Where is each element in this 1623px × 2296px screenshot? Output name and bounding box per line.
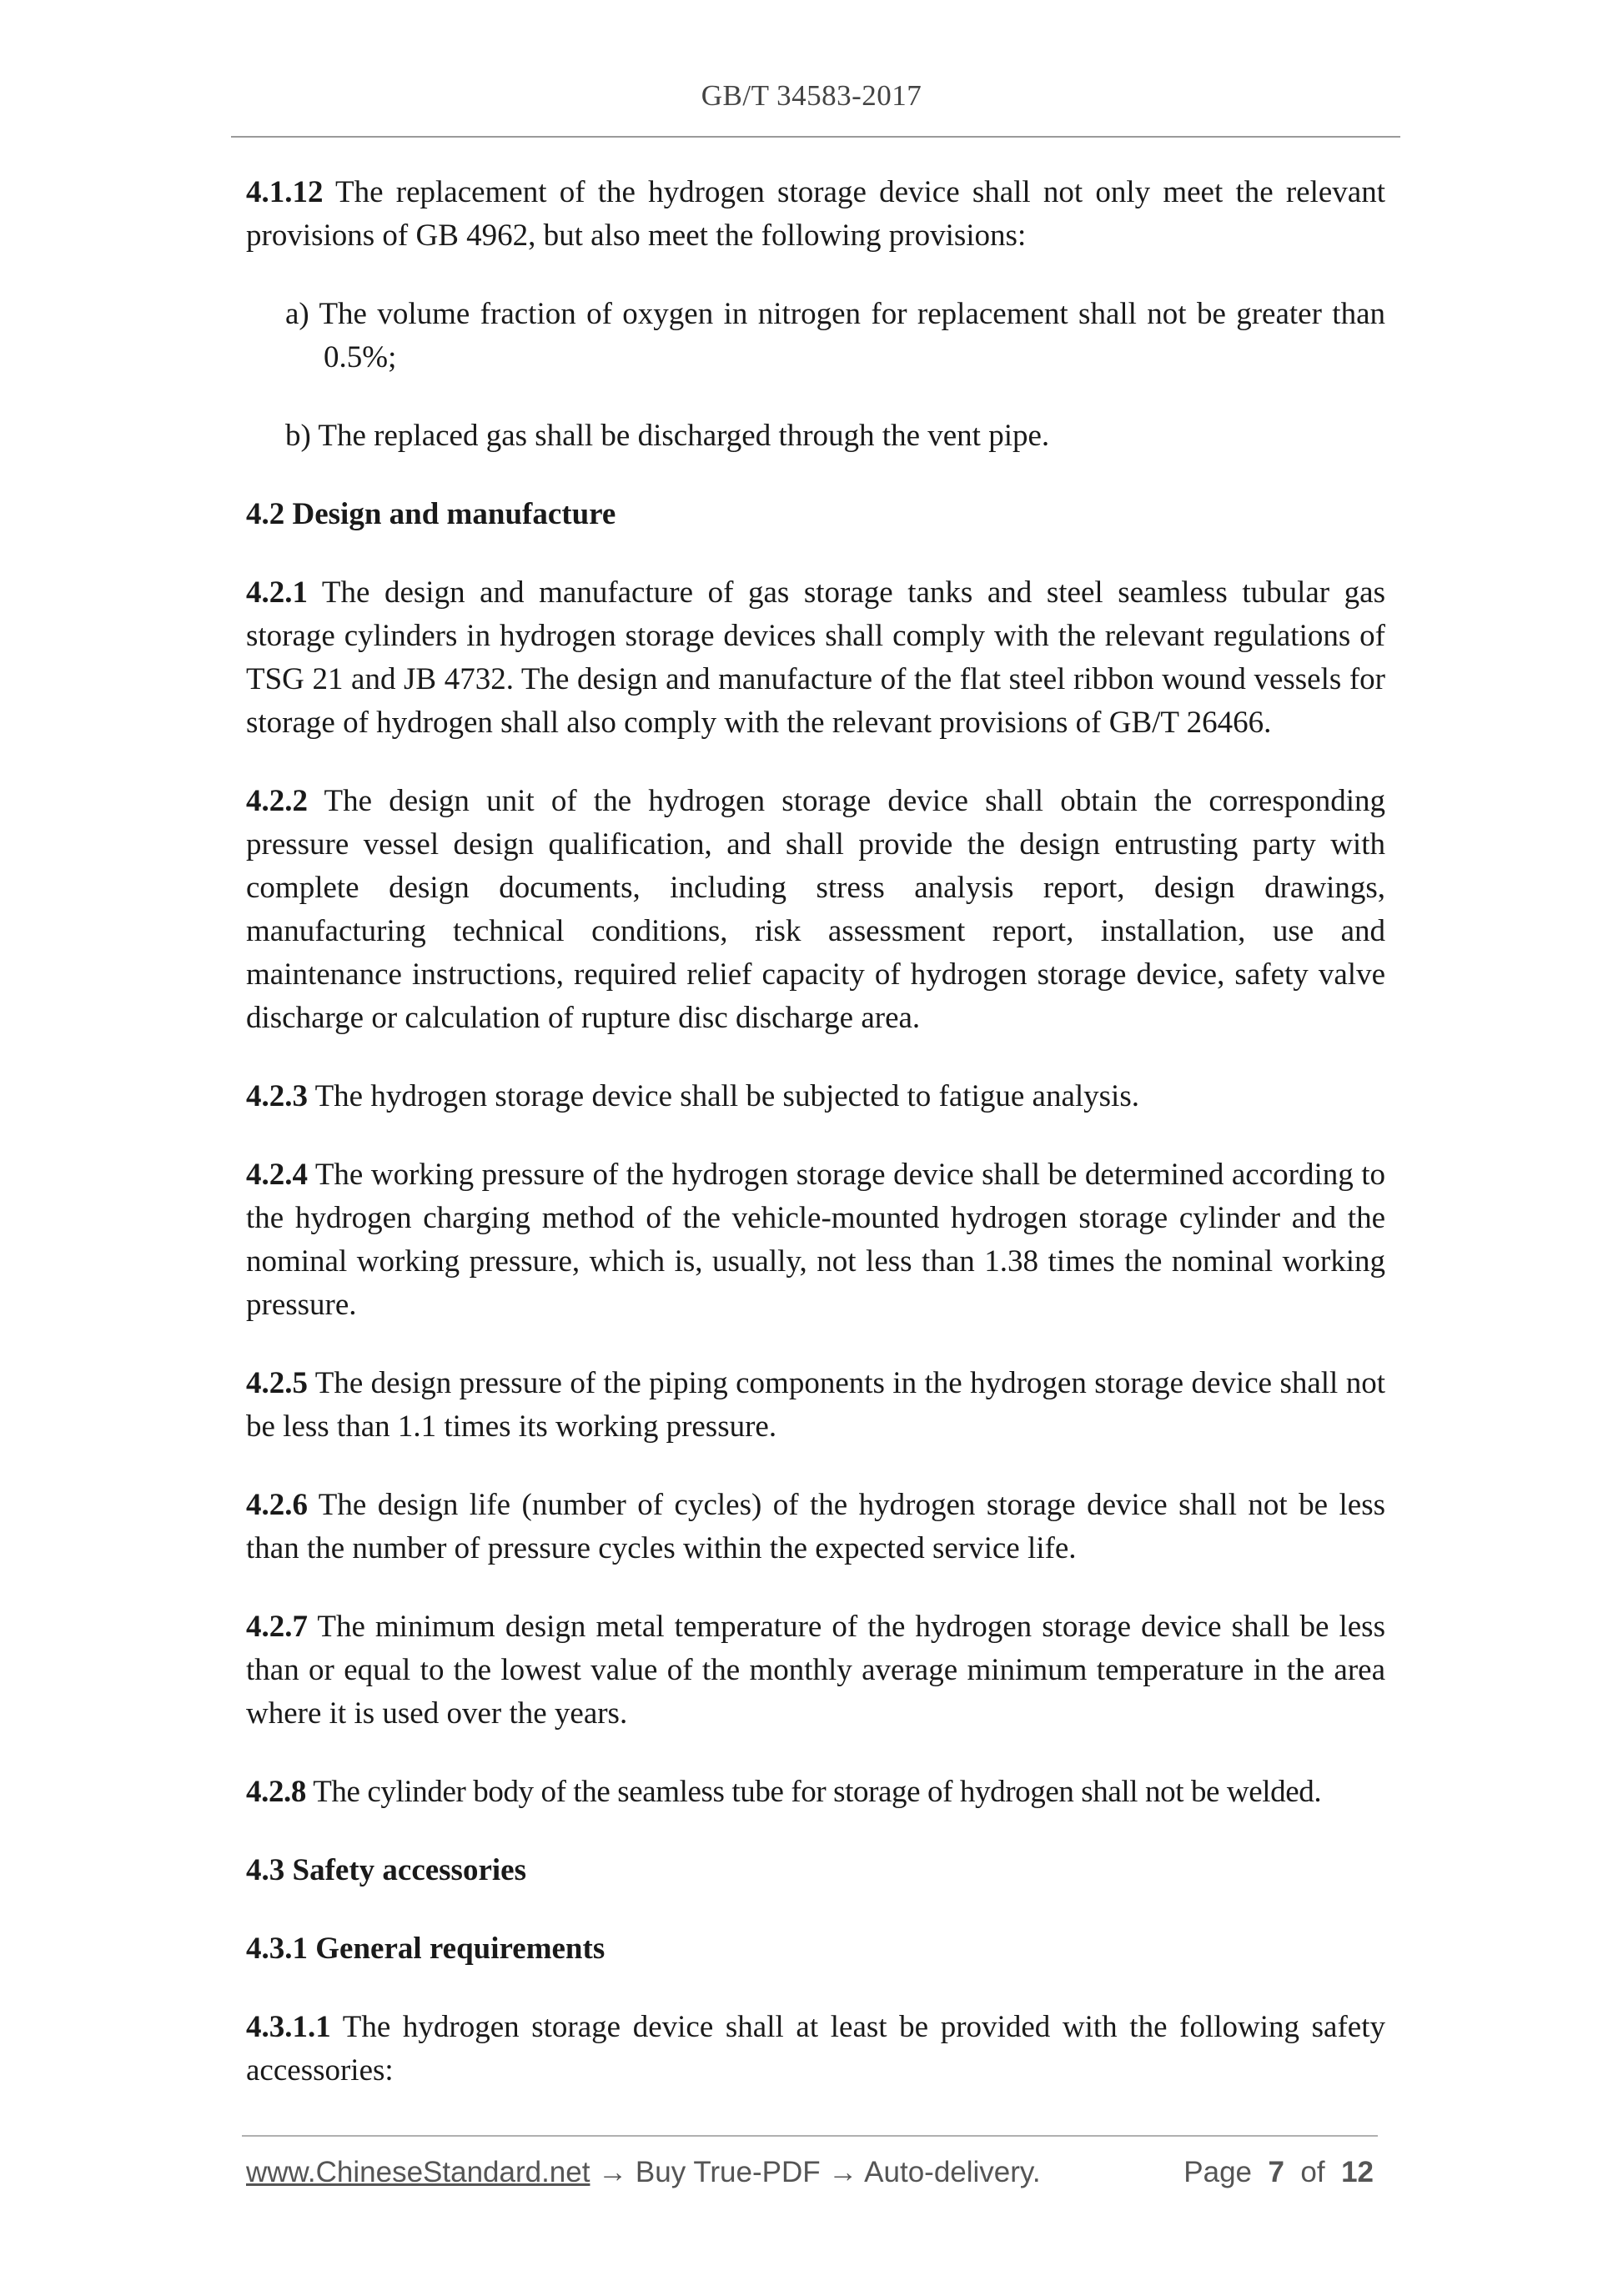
footer-divider	[242, 2135, 1378, 2137]
clause-number: 4.2.7	[246, 1610, 308, 1644]
clause-number: 4.2.3	[246, 1079, 308, 1113]
clause-text: The design life (number of cycles) of the hydrogen storage device shall not be less than the number of pressure cycles within the expected service life.	[246, 1488, 1385, 1565]
section-heading-4-2: 4.2 Design and manufacture	[246, 497, 616, 531]
clause-number: 4.3.1.1	[246, 2010, 331, 2044]
document-body	[246, 171, 1385, 2128]
page-label: Page	[1183, 2156, 1253, 2188]
clause-text: The design pressure of the piping components in the hydrogen storage device shall not be less than 1.1 times its working pressure.	[246, 1366, 1385, 1444]
clause-text: The replacement of the hydrogen storage device shall not only meet the relevant provisions of GB 4962, but also meet the following provisions:	[246, 175, 1385, 253]
clause-4-2-8	[246, 1771, 1385, 1814]
clause-4-2-6	[246, 1484, 1385, 1570]
list-item-a: a) The volume fraction of oxygen in nitrogen for replacement shall not be greater than 0.5%;	[285, 297, 1385, 374]
clause-4-2-2	[246, 780, 1385, 1040]
header-divider	[231, 136, 1400, 138]
clause-4-1-12	[246, 171, 1385, 258]
clause-number: 4.1.12	[246, 175, 324, 209]
clause-number: 4.2.5	[246, 1366, 308, 1400]
clause-number: 4.2.6	[246, 1488, 308, 1522]
clause-4-3-1-1	[246, 2006, 1385, 2093]
current-page-number: 7	[1268, 2156, 1284, 2188]
section-heading-4-3-1: 4.3.1 General requirements	[246, 1932, 605, 1966]
clause-number: 4.2.1	[246, 575, 308, 610]
clause-text: The hydrogen storage device shall at least be provided with the following safety accessories:	[246, 2010, 1385, 2088]
clause-text: The design unit of the hydrogen storage device shall obtain the corresponding pressure vessel design qualification, and shall provide the design entrusting party with complete design documents, including stress analysis report, design drawings, manufacturing technical conditions, risk assessment report, installation, use and maintenance instructions, required relief capacity of hydrogen storage device, safety valve discharge or calculation of rupture disc discharge area.	[246, 784, 1385, 1035]
clause-text: The working pressure of the hydrogen storage device shall be determined according to the hydrogen charging method of the vehicle-mounted hydrogen storage cylinder and the nominal working pressure, which is, usually, not less than 1.38 times the nominal working pressure.	[246, 1158, 1385, 1322]
clause-number: 4.2.2	[246, 784, 308, 818]
clause-number: 4.2.8	[246, 1775, 307, 1809]
footer-tagline: → Buy True-PDF → Auto-delivery.	[590, 2156, 1041, 2188]
footer-promo	[246, 2156, 1041, 2189]
of-label: of	[1300, 2156, 1325, 2188]
clause-4-2-3	[246, 1075, 1385, 1118]
total-pages-number: 12	[1341, 2156, 1374, 2188]
clause-text: The design and manufacture of gas storage tanks and steel seamless tubular gas storage cylinders in hydrogen storage devices shall comply with the relevant regulations of TSG 21 and JB 4732. The design and manufacture of the flat steel ribbon wound vessels for storage of hydrogen shall also comply with the relevant provisions of GB/T 26466.	[246, 575, 1385, 740]
page-indicator	[1183, 2156, 1374, 2189]
clause-4-2-7	[246, 1605, 1385, 1736]
clause-4-2-4	[246, 1153, 1385, 1327]
clause-text: The cylinder body of the seamless tube for storage of hydrogen shall not be welded.	[306, 1775, 1322, 1809]
clause-4-2-1	[246, 571, 1385, 745]
clause-number: 4.2.4	[246, 1158, 308, 1192]
clause-4-2-5	[246, 1362, 1385, 1449]
clause-text: The hydrogen storage device shall be subjected to fatigue analysis.	[308, 1079, 1139, 1113]
clause-text: The minimum design metal temperature of the hydrogen storage device shall be less than or equal to the lowest value of the monthly average minimum temperature in the area where it is used over the years.	[246, 1610, 1385, 1731]
section-heading-4-3: 4.3 Safety accessories	[246, 1853, 526, 1887]
website-link[interactable]: www.ChineseStandard.net	[246, 2156, 590, 2188]
list-item-b: b) The replaced gas shall be discharged through the vent pipe.	[285, 419, 1050, 453]
page-header: GB/T 34583-2017	[701, 79, 922, 112]
